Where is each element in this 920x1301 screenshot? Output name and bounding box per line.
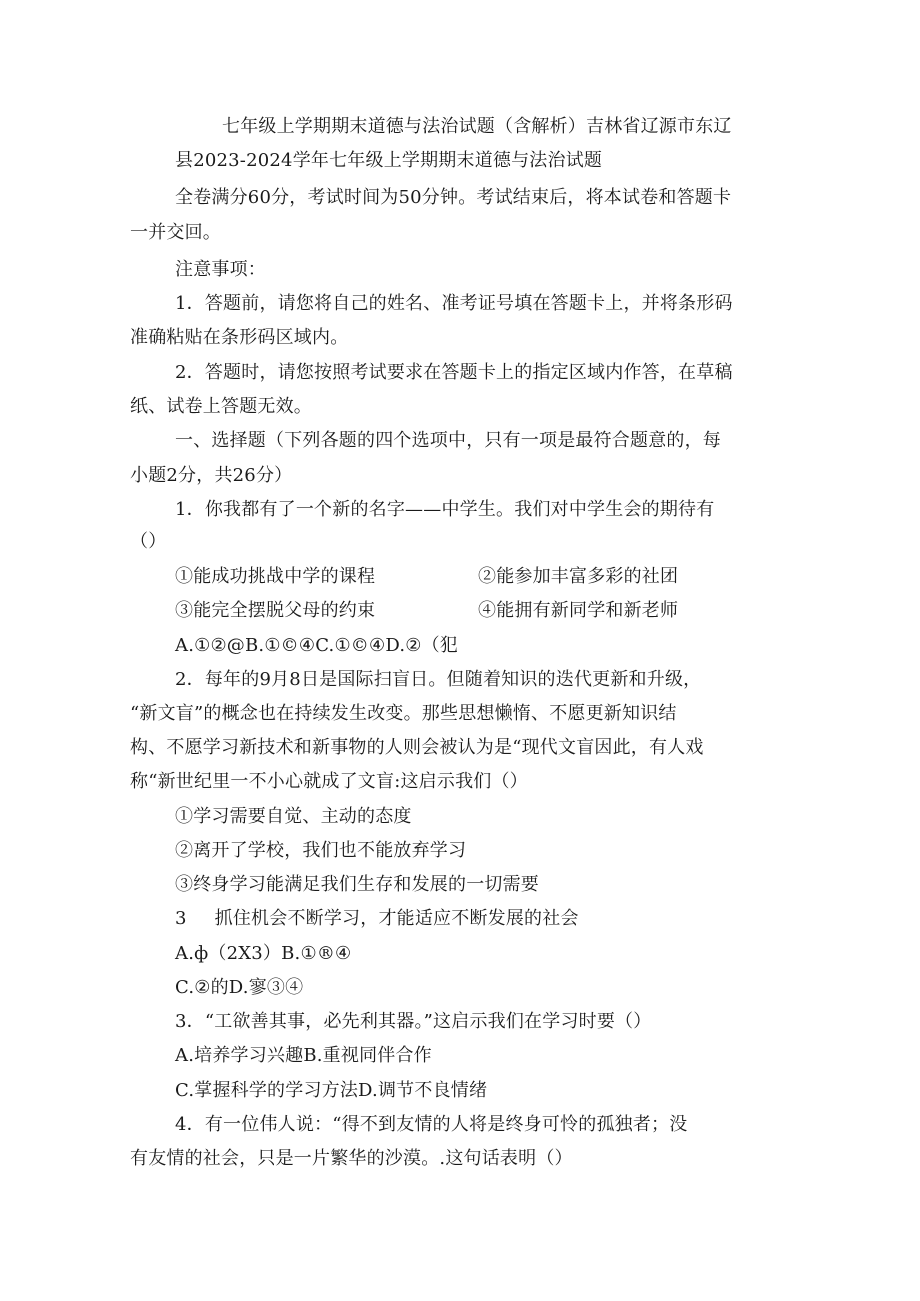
question-1-option-1: ①能成功挑战中学的课程 [175, 566, 376, 587]
question-4-line-1: 4．有一位伟人说：“得不到友情的人将是终身可怜的孤独者；没 [175, 1114, 688, 1135]
question-3-answers-2: C.掌握科学的学习方法D.调节不良情绪 [175, 1080, 488, 1101]
intro-line-1: 全卷满分60分，考试时间为50分钟。考试结束后，将本试卷和答题卡 [175, 187, 732, 208]
section-1-line-1: 一、选择题（下列各题的四个选项中，只有一项是最符合题意的，每 [175, 430, 721, 451]
intro-line-2: 一并交回。 [130, 222, 221, 243]
question-2-answers-2: C.②的D.寥③④ [175, 977, 304, 998]
question-1-option-3: ③能完全摆脱父母的约束 [175, 600, 376, 621]
section-1-line-2: 小题2分，共26分） [130, 465, 293, 486]
question-4-line-2: 有友情的社会，只是一片繁华的沙漠。.这句话表明（） [130, 1148, 573, 1169]
question-1-option-2: ②能参加丰富多彩的社团 [478, 566, 679, 587]
notice-1-line-1: 1．答题前，请您将自己的姓名、准考证号填在答题卡上，并将条形码 [175, 293, 733, 314]
question-3-answers-1: A.培养学习兴趣B.重视同伴合作 [175, 1045, 432, 1066]
question-2-answers-1: A.ф（2X3）B.①®④ [175, 943, 352, 964]
question-1-answers: A.①②@B.①©④C.①©④D.②（犯 [175, 635, 458, 656]
doc-title-line-2: 县2023-2024学年七年级上学期期末道德与法治试题 [175, 150, 603, 171]
question-1-line-2: （） [130, 531, 167, 552]
question-2-line-2: “新文盲”的概念也在持续发生改变。那些思想懒惰、不愿更新知识结 [130, 703, 677, 724]
question-2-item-2: ②离开了学校，我们也不能放弃学习 [175, 840, 467, 861]
doc-title-line-1: 七年级上学期期末道德与法治试题（含解析）吉林省辽源市东辽 [222, 116, 732, 137]
question-2-line-4: 称“新世纪里一不小心就成了文盲:这启示我们（） [130, 771, 528, 792]
notice-2-line-1: 2．答题时，请您按照考试要求在答题卡上的指定区域内作答，在草稿 [175, 362, 733, 383]
question-1-line-1: 1．你我都有了一个新的名字——中学生。我们对中学生会的期待有 [175, 499, 715, 520]
question-2-item-4-number: 3 [175, 908, 187, 929]
question-2-line-3: 构、不愿学习新技术和新事物的人则会被认为是“现代文盲因此，有人戏 [130, 737, 704, 758]
question-2-item-1: ①学习需要自觉、主动的态度 [175, 806, 412, 827]
question-2-line-1: 2．每年的9月8日是国际扫盲日。但随着知识的迭代更新和升级， [175, 669, 702, 690]
notice-2-line-2: 纸、试卷上答题无效。 [130, 396, 312, 417]
question-2-item-3: ③终身学习能满足我们生存和发展的一切需要 [175, 874, 539, 895]
question-2-item-4 [175, 907, 579, 931]
notice-1-line-2: 准确粘贴在条形码区域内。 [130, 327, 349, 348]
notice-heading: 注意事项： [175, 259, 266, 280]
question-2-item-4-text: 抓住机会不断学习，才能适应不断发展的社会 [214, 908, 579, 929]
question-3-line-1: 3．“工欲善其事，必先利其器。”这启示我们在学习时要（） [175, 1011, 652, 1032]
question-1-option-4: ④能拥有新同学和新老师 [478, 600, 679, 621]
